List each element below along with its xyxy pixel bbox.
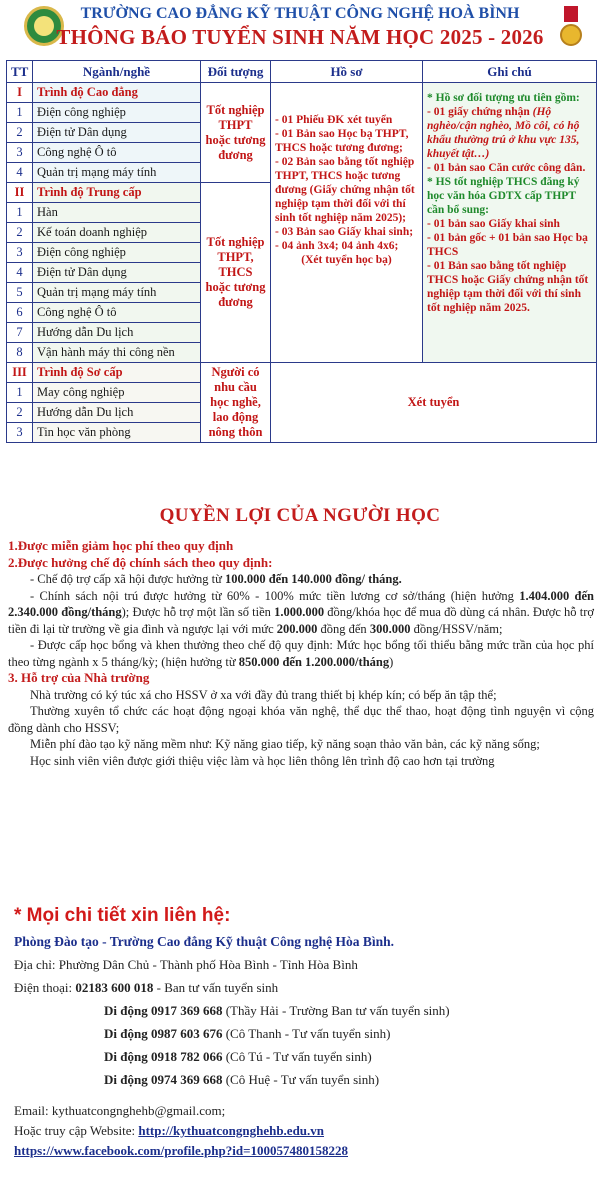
programs-table [6, 60, 596, 490]
section-row: II Trình độ Trung cấp Tốt nghiệp THPT, THCS hoặc tương đương [7, 183, 597, 203]
col-header: TT [7, 61, 33, 83]
table-row: 3 Tin học văn phòng [7, 423, 597, 443]
col-header: Đối tượng [201, 61, 271, 83]
benefit-item: - Chính sách nội trú được hưởng từ 60% - 100% mức tiền lương cơ sở/tháng (hiện hưởng 1.404.000 đến 2.340.000 đồng/tháng); Được hỗ trợ một lần số tiền 1.000.000 đồng/khóa học để mua đồ dùng cá nhân. Được hỗ trợ tiền đi lại từ trường về gia đình và ngược lại với mức 200.000 đồng đến 300.000 đồng/HSSV/năm; [8, 588, 594, 636]
notice-title: THÔNG BÁO TUYỂN SINH NĂM HỌC 2025 - 2026 [56, 25, 544, 49]
contact-lines [14, 930, 594, 1161]
header [0, 0, 600, 58]
mobile-phone[interactable]: Di động 0917 369 668 (Thầy Hải - Trường Ban tư vấn tuyển sinh) [104, 1003, 450, 1018]
selection-method: Xét tuyển [271, 363, 597, 443]
section-row: III Trình độ Sơ cấp Người có nhu cầu học nghề, lao động nông thôn Xét tuyển [7, 363, 597, 383]
col-header: Hồ sơ [271, 61, 423, 83]
medal-icon [560, 6, 582, 52]
target-trung-cap: Tốt nghiệp THPT, THCS hoặc tương đương [201, 183, 271, 363]
table-row: 2 Kế toán doanh nghiệp [7, 223, 597, 243]
table-row: 4 Quản trị mạng máy tính [7, 163, 597, 183]
support-item: Thường xuyên tổ chức các hoạt động ngoại khóa văn nghệ, thể dục thể thao, hoạt động tình nguyện vì cộng đồng dành cho HSSV; [8, 704, 594, 735]
facebook-link[interactable]: https://www.facebook.com/profile.php?id=100057480158228 [14, 1143, 348, 1158]
table-row: 3 Điện công nghiệp [7, 243, 597, 263]
benefits-section [0, 490, 600, 892]
support-item: Nhà trường có ký túc xá cho HSSV ở xa với đầy đủ trang thiết bị khép kín; có bếp ăn tập thể; [30, 687, 497, 702]
table-row: 1 May công nghiệp [7, 383, 597, 403]
benefit-heading: 1.Được miễn giảm học phí theo quy định [8, 538, 234, 553]
section-row: I Trình độ Cao đẳng Tốt nghiệp THPT hoặc tương đương - 01 Phiếu ĐK xét tuyển - 01 Bản sao Học bạ THPT, THCS hoặc tương đương; - 02 Bản sao bằng tốt nghiệp THPT, THCS hoặc tương đương (Giấy chứng nhận tốt nghiệp tạm thời đối với thí sinh tốt nghiệp năm 2025); - 03 Bản sao Giấy khai sinh; - 04 ảnh 3x4; 04 ảnh 4x6; (Xét tuyển học bạ) * Hồ sơ đối tượng ưu tiên gồm: - 01 giấy chứng nhận (Hộ nghèo/cận nghèo, Mồ côi, có hộ khẩu thường trú ở khu vực 135, khuyết tật…) - 01 bản sao Căn cước công dân. * HS tốt nghiệp THCS đăng ký học văn hóa GDTX cấp THPT cần bổ sung: - 01 bản sao Giấy khai sinh - 01 bản gốc + 01 bản sao Học bạ THCS - 01 Bản sao bằng tốt nghiệp THCS hoặc Giấy chứng nhận tốt nghiệp tạm thời đối với thí sinh tốt nghiệp năm 2025. [7, 83, 597, 103]
support-item: Miễn phí đào tạo kỹ năng mềm như: Kỹ năng giao tiếp, kỹ năng soạn thảo văn bản, các kỹ năng sống; [30, 737, 540, 751]
documents-cell: - 01 Phiếu ĐK xét tuyển - 01 Bản sao Học bạ THPT, THCS hoặc tương đương; - 02 Bản sao bằng tốt nghiệp THPT, THCS hoặc tương đương (Giấy chứng nhận tốt nghiệp tạm thời đối với thí sinh tốt nghiệp năm 2025); - 03 Bản sao Giấy khai sinh; - 04 ảnh 3x4; 04 ảnh 4x6; (Xét tuyển học bạ) [271, 83, 423, 363]
target-so-cap: Người có nhu cầu học nghề, lao động nông thôn [201, 363, 271, 443]
notes-cell: * Hồ sơ đối tượng ưu tiên gồm: - 01 giấy chứng nhận (Hộ nghèo/cận nghèo, Mồ côi, có hộ khẩu thường trú ở khu vực 135, khuyết tật…) - 01 bản sao Căn cước công dân. * HS tốt nghiệp THCS đăng ký học văn hóa GDTX cấp THPT cần bổ sung: - 01 bản sao Giấy khai sinh - 01 bản gốc + 01 bản sao Học bạ THCS - 01 Bản sao bằng tốt nghiệp THCS hoặc Giấy chứng nhận tốt nghiệp tạm thời đối với thí sinh tốt nghiệp năm 2025. [423, 83, 597, 363]
mobile-phone[interactable]: Di động 0918 782 066 (Cô Tú - Tư vấn tuyển sinh) [104, 1049, 372, 1064]
table-row: 8 Vận hành máy thi công nền [7, 343, 597, 363]
table-row: 6 Công nghệ Ô tô [7, 303, 597, 323]
benefit-item: - Chế độ trợ cấp xã hội được hưởng từ 100.000 đến 140.000 đồng/ tháng. [30, 572, 402, 586]
table-header-row [7, 61, 597, 83]
table-row: 5 Quản trị mạng máy tính [7, 283, 597, 303]
address: Địa chỉ: Phường Dân Chủ - Thành phố Hòa Bình - Tỉnh Hòa Bình [14, 957, 358, 972]
benefits-text [8, 538, 594, 769]
target-cao-dang: Tốt nghiệp THPT hoặc tương đương [201, 83, 271, 183]
contact-title: * Mọi chi tiết xin liên hệ: [14, 905, 231, 926]
table-row: 2 Điện tử Dân dụng [7, 123, 597, 143]
table-row: 4 Điện tử Dân dụng [7, 263, 597, 283]
website-link[interactable]: http://kythuatcongnghehb.edu.vn [138, 1123, 325, 1138]
benefit-item: - Được cấp học bổng và khen thưởng theo chế độ quy định: Mức học bổng tối thiểu bằng mức trần của học phí theo từng ngành x 5 tháng/kỳ; (hiện hưởng từ 850.000 đến 1.200.000/tháng) [8, 638, 594, 669]
school-name: TRƯỜNG CAO ĐẲNG KỸ THUẬT CÔNG NGHỆ HOÀ BÌNH [80, 5, 520, 22]
col-header: Ghi chú [423, 61, 597, 83]
contact-section [0, 892, 600, 1191]
department: Phòng Đào tạo - Trường Cao đẳng Kỹ thuật Công nghệ Hòa Bình. [14, 934, 395, 949]
email[interactable]: Email: kythuatcongnghehb@gmail.com; [14, 1103, 226, 1118]
table-row: 2 Hướng dẫn Du lịch [7, 403, 597, 423]
benefit-heading: 3. Hỗ trợ của Nhà trường [8, 670, 150, 685]
facebook-line [14, 1141, 594, 1161]
table-row: 1 Điện công nghiệp [7, 103, 597, 123]
support-item: Học sinh viên viên được giới thiệu việc làm và học liên thông lên trình độ cao hơn tại trường [30, 753, 495, 768]
office-phone: Điện thoại: 02183 600 018 - Ban tư vấn tuyển sinh [14, 980, 279, 995]
benefits-title: QUYỀN LỢI CỦA NGƯỜI HỌC [159, 505, 441, 526]
mobile-phone[interactable]: Di động 0987 603 676 (Cô Thanh - Tư vấn tuyển sinh) [104, 1026, 391, 1041]
col-header: Ngành/nghề [33, 61, 201, 83]
mobile-phone[interactable]: Di động 0974 369 668 (Cô Huệ - Tư vấn tuyển sinh) [104, 1072, 380, 1087]
table-row: 1 Hàn [7, 203, 597, 223]
benefit-heading: 2.Được hưởng chế độ chính sách theo quy định: [8, 554, 273, 570]
website-line: Hoặc truy cập Website: http://kythuatcongnghehb.edu.vn [14, 1123, 325, 1138]
table-row: 3 Công nghệ Ô tô [7, 143, 597, 163]
table-row: 7 Hướng dẫn Du lịch [7, 323, 597, 343]
